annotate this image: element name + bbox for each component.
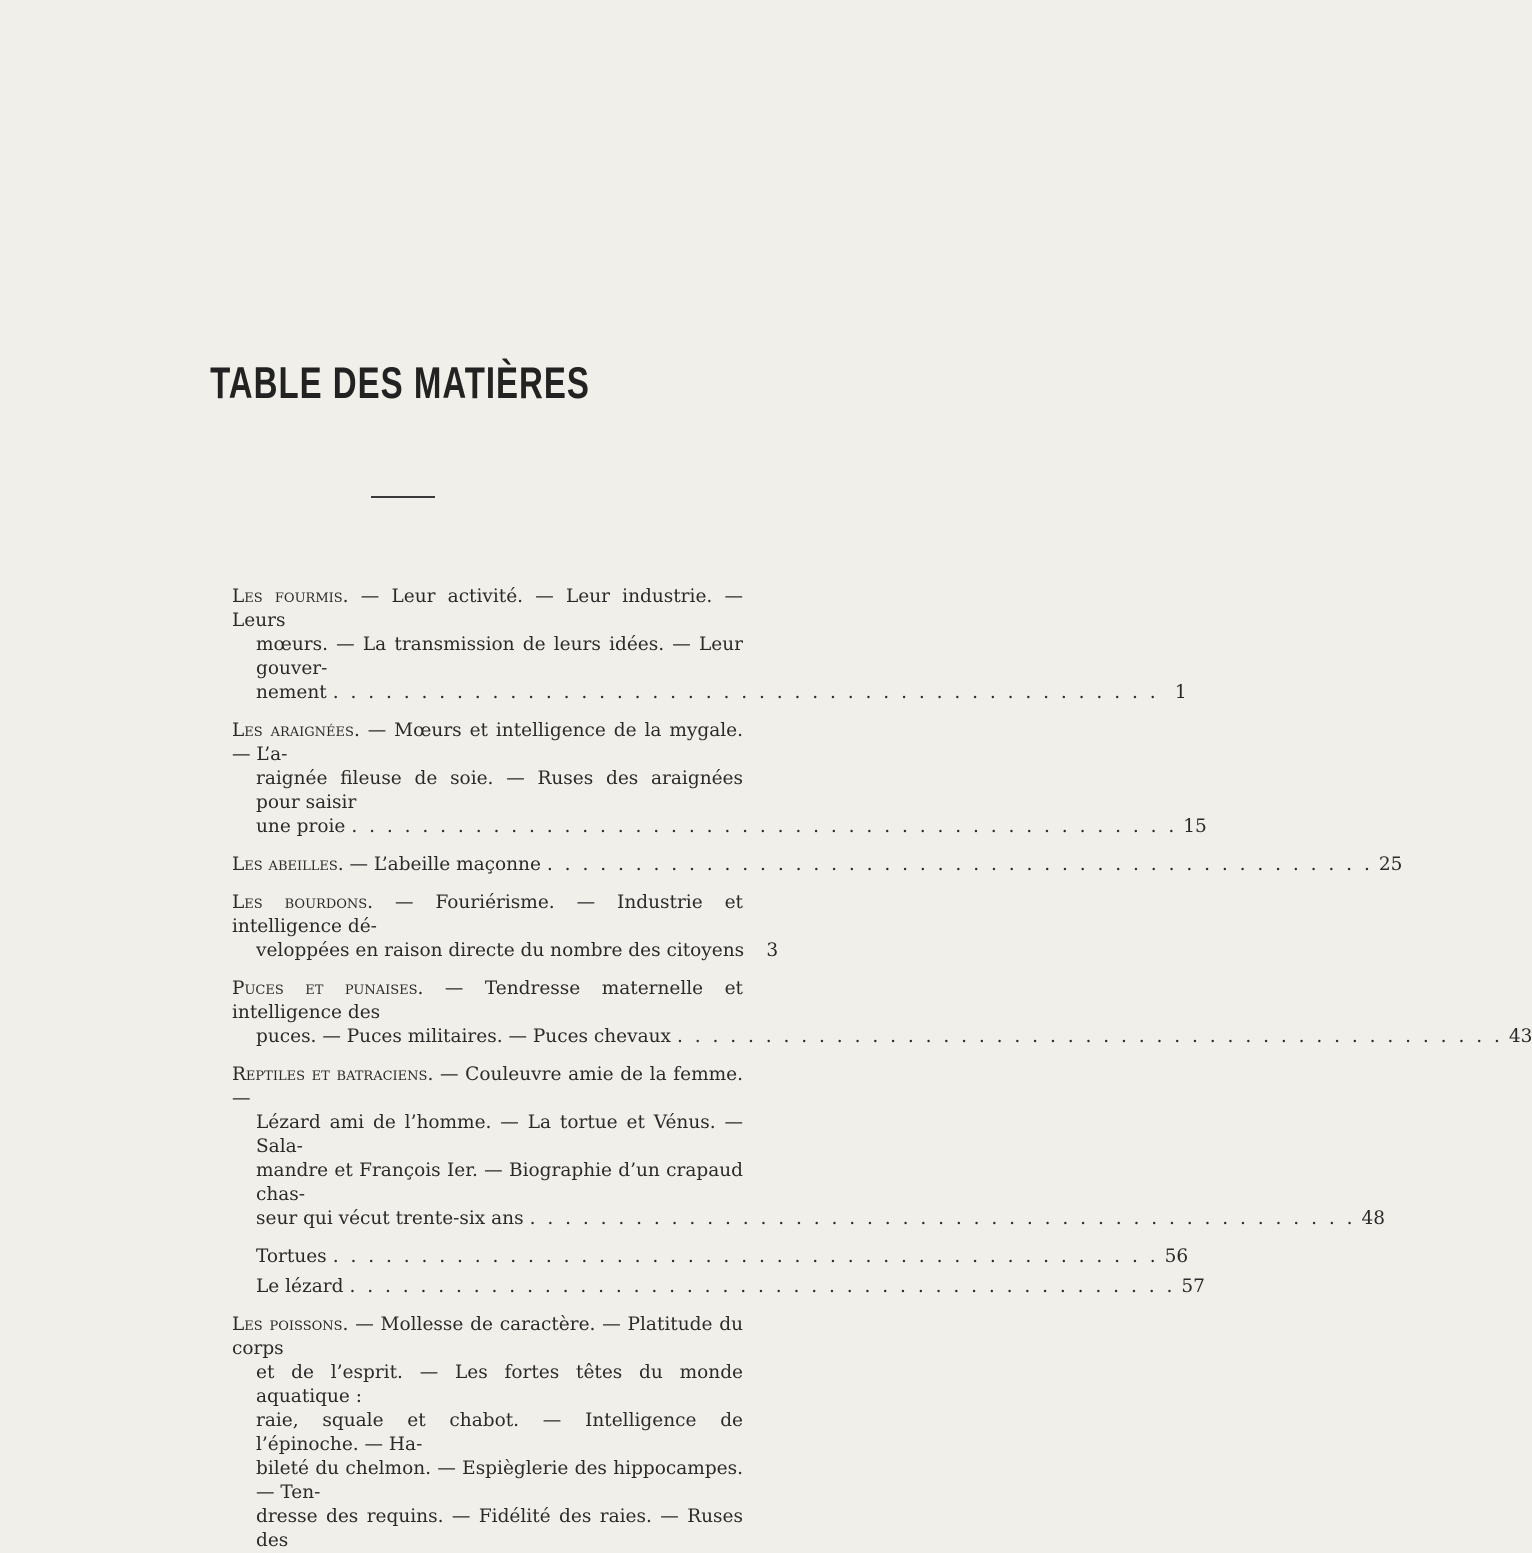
toc-subentry-tortues xyxy=(232,1245,1189,1269)
entry-text: mœurs. — La transmission de leurs idées. — Leur gouver- xyxy=(256,634,743,679)
page-number: 56 xyxy=(1164,1246,1189,1267)
toc-entry-puces xyxy=(232,977,1532,1049)
entry-text: — Fouriérisme. — Industrie et intelligence dé- xyxy=(232,892,743,937)
entry-text: — Couleuvre amie de la femme. — xyxy=(232,1064,743,1109)
toc-entry-poissons xyxy=(232,1313,743,1553)
leader-dots: . . . . . . . . . . . . . . . . . . . . . . . . . . . . . . . . . . . . . . . . . . . . . . . xyxy=(351,816,1178,837)
entry-text: — Mollesse de caractère. — Platitude du corps xyxy=(232,1314,743,1359)
toc-entry-araignees xyxy=(232,719,1207,839)
entry-text: — Tendresse maternelle et intelligence des xyxy=(232,978,743,1023)
leader-dots: . . . . . . . . . . . . . . . . . . . . . . . . . . . . . . . . . . . . . . . . . . . . . . . xyxy=(332,682,1159,703)
page-number: 57 xyxy=(1181,1276,1205,1297)
entry-heading: Les fourmis. xyxy=(232,586,349,607)
entry-heading: Les poissons. xyxy=(232,1314,349,1335)
entry-text: — Leur activité. — Leur industrie. — Leurs xyxy=(232,586,743,631)
leader-dots: . . . . . . . . . . . . . . . . . . . . . . . . . . . . . . . . . . . . . . . . . . . . . . . xyxy=(529,1208,1356,1229)
entry-heading: Les araignées. xyxy=(232,720,360,741)
toc-entry-bourdons xyxy=(232,891,779,963)
entry-text: Lézard ami de l’homme. — La tortue et Vénus. — Sala- xyxy=(256,1112,743,1157)
entry-text: seur qui vécut trente-six ans xyxy=(256,1208,524,1229)
entry-text: et de l’esprit. — Les fortes têtes du monde aquatique : xyxy=(256,1362,743,1407)
entry-heading: Reptiles et batraciens. xyxy=(232,1064,434,1085)
entry-text: raignée fileuse de soie. — Ruses des araignées pour saisir xyxy=(256,768,743,813)
entry-text: — L’abeille maçonne xyxy=(343,854,541,875)
entry-heading: Les bourdons. xyxy=(232,892,374,913)
entry-text: Tortues xyxy=(256,1246,327,1267)
leader-dots: . . . . . . . . . . . . . . . . . . . . . . . . . . . . . . . . . . . . . . . . . . . . . . . xyxy=(332,1246,1159,1267)
leader-dots: . . . . . . . . . . . . . . . . . . . . . . . . . . . . . . . . . . . . . . . . . . . . . . . xyxy=(546,854,1373,875)
toc-entry-reptiles xyxy=(232,1063,1386,1231)
page-title: TABLE DES MATIÈRES xyxy=(210,357,590,408)
toc-entry-fourmis xyxy=(232,585,1187,705)
entry-text: bileté du chelmon. — Espièglerie des hippocampes. — Ten- xyxy=(256,1458,743,1503)
page-number: 48 xyxy=(1361,1208,1386,1229)
table-of-contents xyxy=(232,585,1532,1553)
leader-dots: . . . . . . . . . . . . . . . . . . . . . . . . . . . . . . . . . . . . . . . . . . . . . . . xyxy=(676,1026,1503,1047)
entry-text: raie, squale et chabot. — Intelligence de l’épinoche. — Ha- xyxy=(256,1410,743,1455)
page-number: 43 xyxy=(1508,1026,1532,1047)
toc-entry-abeilles xyxy=(232,853,1403,877)
entry-text: puces. — Puces militaires. — Puces chevaux xyxy=(256,1026,671,1047)
title-divider xyxy=(371,496,435,498)
page-number: 1 xyxy=(1174,682,1187,703)
entry-text: nement xyxy=(256,682,327,703)
entry-text: une proie xyxy=(256,816,346,837)
entry-text: Le lézard xyxy=(256,1276,344,1297)
entry-text: dresse des requins. — Fidélité des raies. — Ruses des xyxy=(256,1506,743,1551)
page-number: 15 xyxy=(1183,816,1207,837)
page-number: 3 xyxy=(766,940,779,961)
entry-heading: Les abeilles. xyxy=(232,854,344,875)
entry-heading: Puces et punaises. xyxy=(232,978,424,999)
page-number: 25 xyxy=(1378,854,1403,875)
entry-text: — Mœurs et intelligence de la mygale. — L’a- xyxy=(232,720,743,765)
entry-text: veloppées en raison directe du nombre des citoyens xyxy=(256,940,745,961)
toc-subentry-lezard xyxy=(232,1275,1205,1299)
leader-dots: . . . . . . . . . . . . . . . . . . . . . . . . . . . . . . . . . . . . . . . . . . . . . . . xyxy=(349,1276,1176,1297)
entry-text: mandre et François Ier. — Biographie d’un crapaud chas- xyxy=(256,1160,743,1205)
